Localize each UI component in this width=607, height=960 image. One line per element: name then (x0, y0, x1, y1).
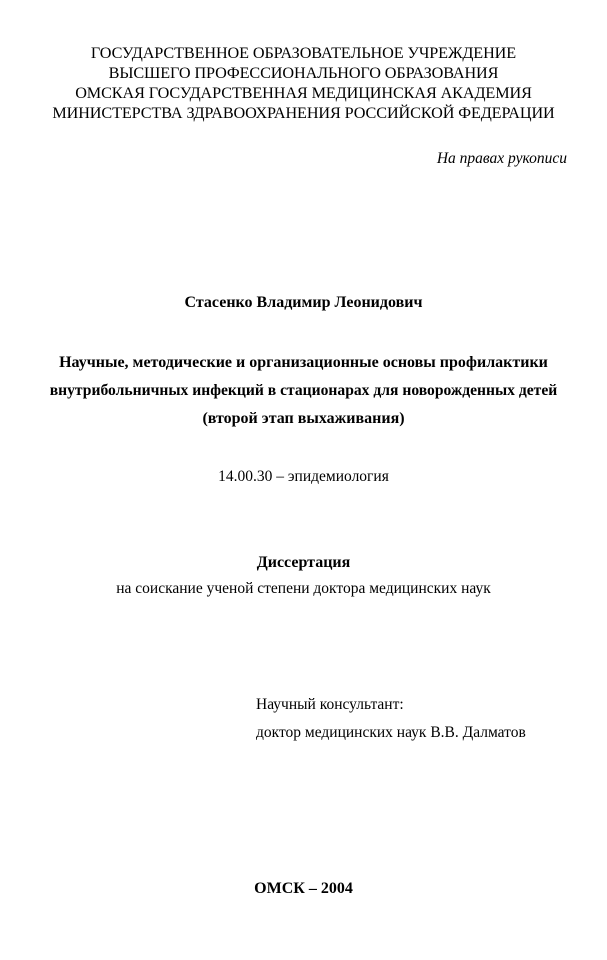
consultant-label: Научный консультант: (256, 696, 404, 713)
institution-line-4: МИНИСТЕРСТВА ЗДРАВООХРАНЕНИЯ РОССИЙСКОЙ ФЕДЕРАЦИИ (52, 104, 555, 122)
title-line-2: внутрибольничных инфекций в стационарах для новорожденных детей (49, 382, 558, 399)
author-name: Стасенко Владимир Леонидович (184, 294, 423, 311)
title-line-3: (второй этап выхаживания) (202, 410, 405, 427)
footer-city-year: ОМСК – 2004 (254, 880, 353, 897)
institution-line-1: ГОСУДАРСТВЕННОЕ ОБРАЗОВАТЕЛЬНОЕ УЧРЕЖДЕНИЕ (90, 44, 517, 62)
institution-line-2: ВЫСШЕГО ПРОФЕССИОНАЛЬНОГО ОБРАЗОВАНИЯ (108, 64, 499, 82)
degree-line: на соискание ученой степени доктора медицинских наук (116, 580, 491, 597)
work-type: Диссертация (256, 554, 351, 571)
institution-line-3: ОМСКАЯ ГОСУДАРСТВЕННАЯ МЕДИЦИНСКАЯ АКАДЕМИЯ (75, 84, 532, 102)
consultant-name: доктор медицинских наук В.В. Далматов (256, 724, 526, 741)
specialty-code: 14.00.30 – эпидемиология (218, 468, 389, 485)
manuscript-note: На правах рукописи (436, 150, 567, 167)
title-line-1: Научные, методические и организационные основы профилактики (59, 354, 548, 371)
